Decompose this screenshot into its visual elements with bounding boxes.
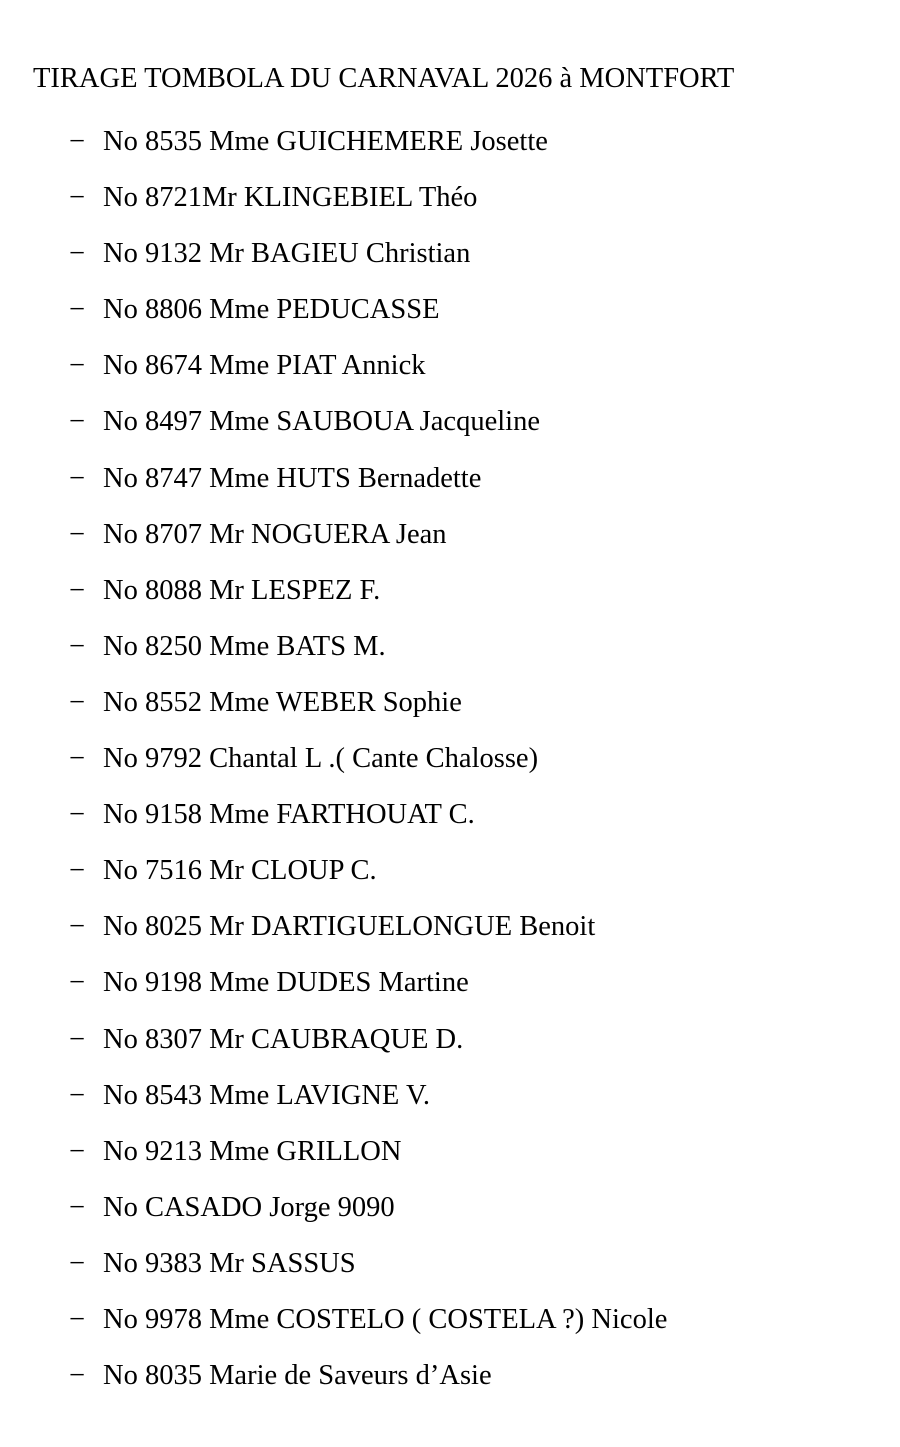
dash-bullet-icon: − bbox=[69, 686, 86, 718]
entry-text: No 8552 Mme WEBER Sophie bbox=[103, 686, 462, 718]
dash-bullet-icon: − bbox=[69, 518, 86, 550]
dash-bullet-icon: − bbox=[69, 1247, 86, 1279]
entry-text: No 8806 Mme PEDUCASSE bbox=[103, 294, 440, 326]
entry-text: No 9792 Chantal L .( Cante Chalosse) bbox=[103, 743, 539, 775]
entry-text: No 8707 Mr NOGUERA Jean bbox=[103, 518, 447, 550]
entry-text: No 8035 Marie de Saveurs d’Asie bbox=[103, 1360, 492, 1392]
entry-text: No 8497 Mme SAUBOUA Jacqueline bbox=[103, 406, 540, 438]
entry-text: No 8088 Mr LESPEZ F. bbox=[103, 574, 381, 606]
dash-bullet-icon: − bbox=[69, 350, 86, 382]
dash-bullet-icon: − bbox=[69, 1135, 86, 1167]
dash-bullet-icon: − bbox=[69, 855, 86, 887]
entry-text: No 8543 Mme LAVIGNE V. bbox=[103, 1079, 430, 1111]
dash-bullet-icon: − bbox=[69, 1303, 86, 1335]
dash-bullet-icon: − bbox=[69, 1191, 86, 1223]
dash-bullet-icon: − bbox=[69, 630, 86, 662]
entry-text: No 8250 Mme BATS M. bbox=[103, 630, 386, 662]
dash-bullet-icon: − bbox=[69, 126, 86, 157]
dash-bullet-icon: − bbox=[69, 238, 86, 270]
entry-text: No 9198 Mme DUDES Martine bbox=[103, 967, 469, 999]
entry-text: No 8025 Mr DARTIGUELONGUE Benoit bbox=[103, 911, 596, 943]
dash-bullet-icon: − bbox=[69, 743, 86, 775]
entry-text: No 9978 Mme COSTELO ( COSTELA ?) Nicole bbox=[103, 1303, 668, 1335]
entry-text: No 8721Mr KLINGEBIEL Théo bbox=[103, 182, 478, 214]
dash-bullet-icon: − bbox=[69, 462, 86, 494]
dash-bullet-icon: − bbox=[69, 574, 86, 606]
entry-text: No 8674 Mme PIAT Annick bbox=[103, 350, 426, 382]
dash-bullet-icon: − bbox=[69, 1079, 86, 1111]
dash-bullet-icon: − bbox=[69, 799, 86, 831]
dash-bullet-icon: − bbox=[69, 1023, 86, 1055]
entry-text: No 7516 Mr CLOUP C. bbox=[103, 855, 377, 887]
document-title: TIRAGE TOMBOLA DU CARNAVAL 2026 à MONTFORT bbox=[33, 63, 735, 94]
entry-text: No 9132 Mr BAGIEU Christian bbox=[103, 238, 471, 270]
dash-bullet-icon: − bbox=[69, 911, 86, 943]
dash-bullet-icon: − bbox=[69, 182, 86, 214]
entry-text: No CASADO Jorge 9090 bbox=[103, 1191, 395, 1223]
entry-text: No 8307 Mr CAUBRAQUE D. bbox=[103, 1023, 464, 1055]
dash-bullet-icon: − bbox=[69, 406, 86, 438]
entry-text: No 9383 Mr SASSUS bbox=[103, 1247, 356, 1279]
dash-bullet-icon: − bbox=[69, 1360, 86, 1392]
entry-text: No 9213 Mme GRILLON bbox=[103, 1135, 402, 1167]
entry-text: No 8747 Mme HUTS Bernadette bbox=[103, 462, 482, 494]
dash-bullet-icon: − bbox=[69, 967, 86, 999]
entry-text: No 8535 Mme GUICHEMERE Josette bbox=[103, 126, 548, 157]
dash-bullet-icon: − bbox=[69, 294, 86, 326]
entry-text: No 9158 Mme FARTHOUAT C. bbox=[103, 799, 475, 831]
